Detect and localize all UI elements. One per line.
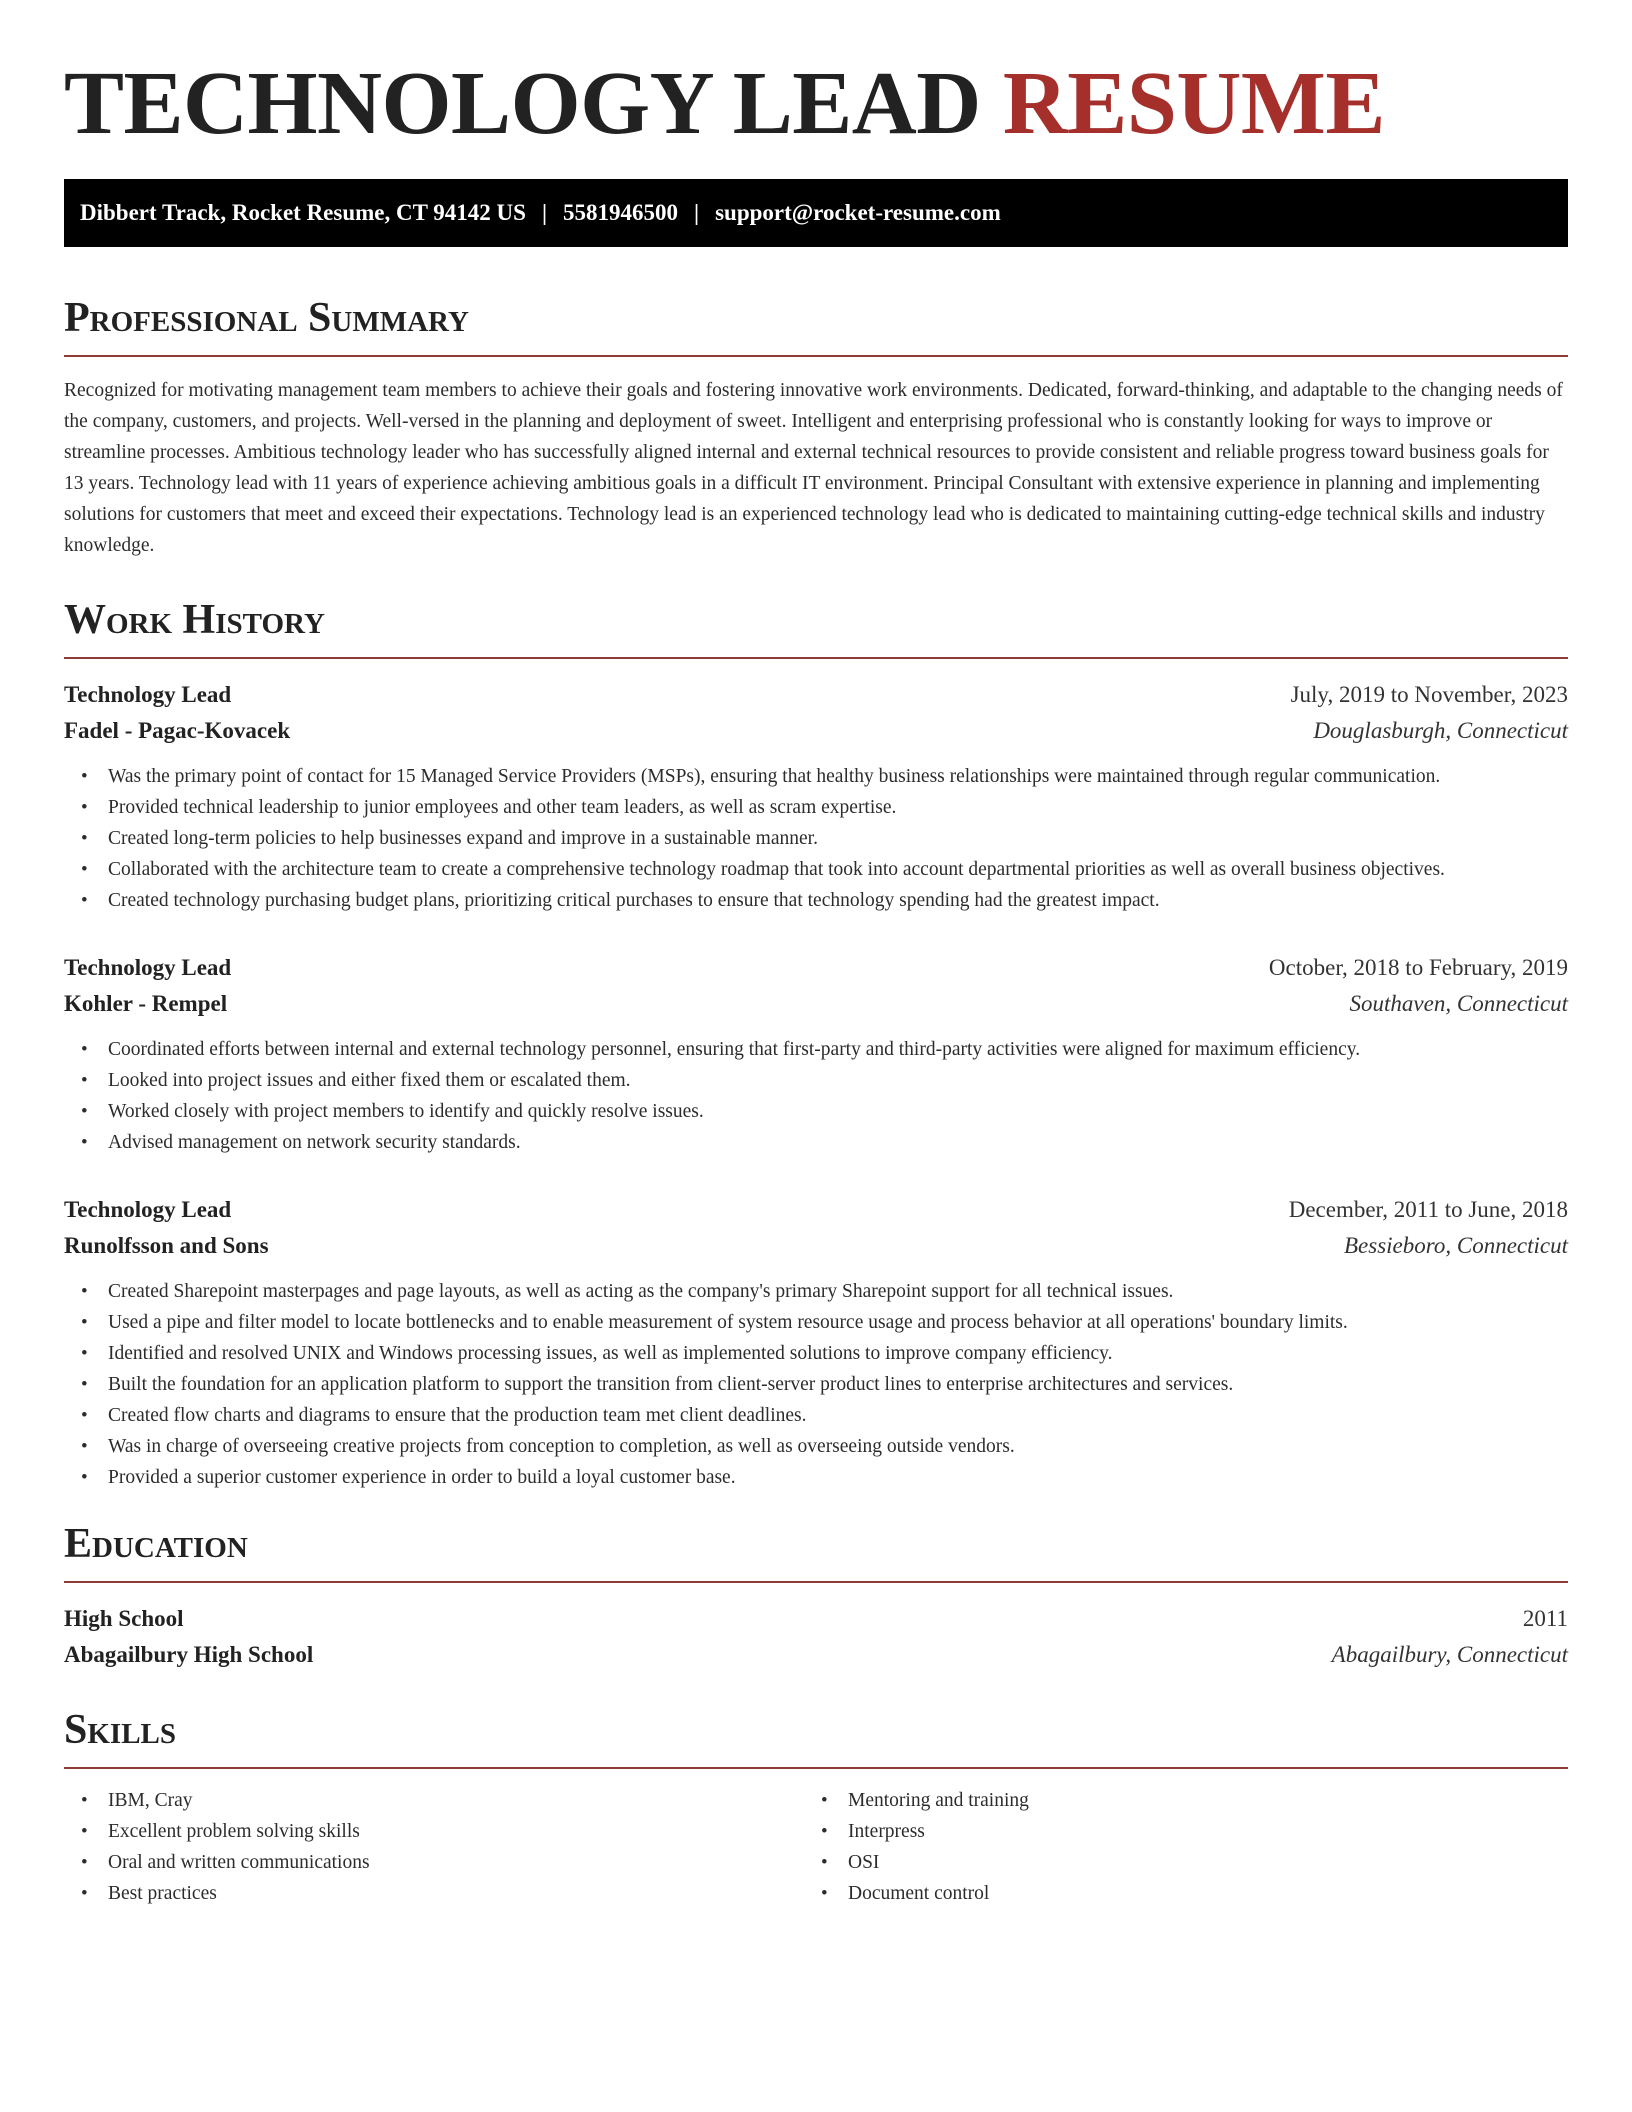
job-bullet: • Built the foundation for an application platform to support the transition from client-server product lines to enterprise architectures and services. [108,1369,1568,1400]
job-entry [64,1192,1568,1493]
contact-separator: | [541,199,548,225]
job-bullet: • Identified and resolved UNIX and Windows processing issues, as well as implemented solutions to improve company efficiency. [108,1338,1568,1369]
job-bullets [64,761,1568,916]
job-bullet: • Looked into project issues and either fixed them or escalated them. [108,1065,1568,1096]
contact-bar [64,179,1568,247]
job-location: Douglasburgh, Connecticut [1313,717,1568,743]
skill-item: • Excellent problem solving skills [108,1816,804,1847]
resume-page [64,0,1568,1909]
title-main: TECHNOLOGY LEAD [64,54,981,153]
job-bullet: • Used a pipe and filter model to locate bottlenecks and to enable measurement of system resource usage and process behavior at all operations' boundary limits. [108,1307,1568,1338]
job-bullet: • Was in charge of overseeing creative projects from conception to completion, as well as overseeing outside vendors. [108,1431,1568,1462]
job-entry [64,677,1568,916]
job-bullet: • Advised management on network security standards. [108,1127,1568,1158]
title-accent: RESUME [1002,54,1385,153]
job-title: Technology Lead [64,954,232,980]
job-bullet: • Created flow charts and diagrams to ensure that the production team met client deadlines. [108,1400,1568,1431]
job-bullet: • Provided technical leadership to junior employees and other team leaders, as well as scram expertise. [108,792,1568,823]
skill-item: • Document control [848,1878,1544,1909]
skill-item: • OSI [848,1847,1544,1878]
job-title: Technology Lead [64,1196,232,1222]
skill-item: • IBM, Cray [108,1785,804,1816]
job-location: Southaven, Connecticut [1349,990,1568,1016]
job-bullet: • Provided a superior customer experience in order to build a loyal customer base. [108,1462,1568,1493]
skill-item: • Oral and written communications [108,1847,804,1878]
summary-heading: Professional Summary [64,297,1568,357]
contact-separator: | [694,199,700,225]
contact-email: support@rocket-resume.com [715,199,1001,225]
job-bullet: • Was the primary point of contact for 15 Managed Service Providers (MSPs), ensuring that healthy business relationships were maintained through regular communication. [108,761,1568,792]
job-bullet: • Created long-term policies to help businesses expand and improve in a sustainable manner. [108,823,1568,854]
skills-list-right [804,1785,1544,1909]
job-dates: October, 2018 to February, 2019 [1268,954,1568,980]
job-bullet: • Coordinated efforts between internal and external technology personnel, ensuring that first-party and third-party activities were aligned for maximum efficiency. [108,1034,1568,1065]
job-dates: December, 2011 to June, 2018 [1288,1196,1568,1222]
job-bullet: • Collaborated with the architecture team to create a comprehensive technology roadmap that took into account departmental priorities as well as overall business objectives. [108,854,1568,885]
skills-heading: Skills [64,1709,1568,1769]
job-bullet: • Created technology purchasing budget plans, prioritizing critical purchases to ensure that technology spending had the greatest impact. [108,885,1568,916]
job-title: Technology Lead [64,681,232,707]
education-year: 2011 [1522,1605,1568,1631]
education-location: Abagailbury, Connecticut [1331,1641,1568,1667]
job-dates: July, 2019 to November, 2023 [1290,681,1568,707]
job-bullets [64,1034,1568,1158]
job-bullet: • Created Sharepoint masterpages and page layouts, as well as acting as the company's primary Sharepoint support for all technical issues. [108,1276,1568,1307]
skill-item: • Mentoring and training [848,1785,1544,1816]
job-bullets [64,1276,1568,1493]
education-entry [64,1601,1568,1673]
job-entry [64,950,1568,1158]
work-history-heading: Work History [64,599,1568,659]
job-company: Runolfsson and Sons [64,1232,269,1258]
job-company: Kohler - Rempel [64,990,228,1016]
job-location: Bessieboro, Connecticut [1344,1232,1568,1258]
education-degree: High School [64,1605,184,1631]
education-heading: Education [64,1523,1568,1583]
skills-list-left [64,1785,804,1909]
contact-phone: 5581946500 [563,199,679,225]
resume-title [64,52,1568,156]
contact-address: Dibbert Track, Rocket Resume, CT 94142 US [80,199,526,225]
job-bullet: • Worked closely with project members to identify and quickly resolve issues. [108,1096,1568,1127]
skill-item: • Best practices [108,1878,804,1909]
education-school: Abagailbury High School [64,1641,314,1667]
skill-item: • Interpress [848,1816,1544,1847]
job-company: Fadel - Pagac-Kovacek [64,717,291,743]
summary-text: Recognized for motivating management team members to achieve their goals and fostering innovative work environments. Dedicated, forward-thinking, and adaptable to the changing needs of the company, customers, and projects. Well-versed in the planning and deployment of sweet. Intelligent and enterprising professional who is constantly looking for ways to improve or streamline processes. Ambitious technology leader who has successfully aligned internal and external technical resources to provide consistent and reliable progress toward business goals for 13 years. Technology lead with 11 years of experience achieving ambitious goals in a difficult IT environment. Principal Consultant with extensive experience in planning and implementing solutions for customers that meet and exceed their expectations. Technology lead is an experienced technology lead who is dedicated to maintaining cutting-edge technical skills and industry knowledge. [64,379,1563,556]
skills-columns [64,1785,1568,1909]
